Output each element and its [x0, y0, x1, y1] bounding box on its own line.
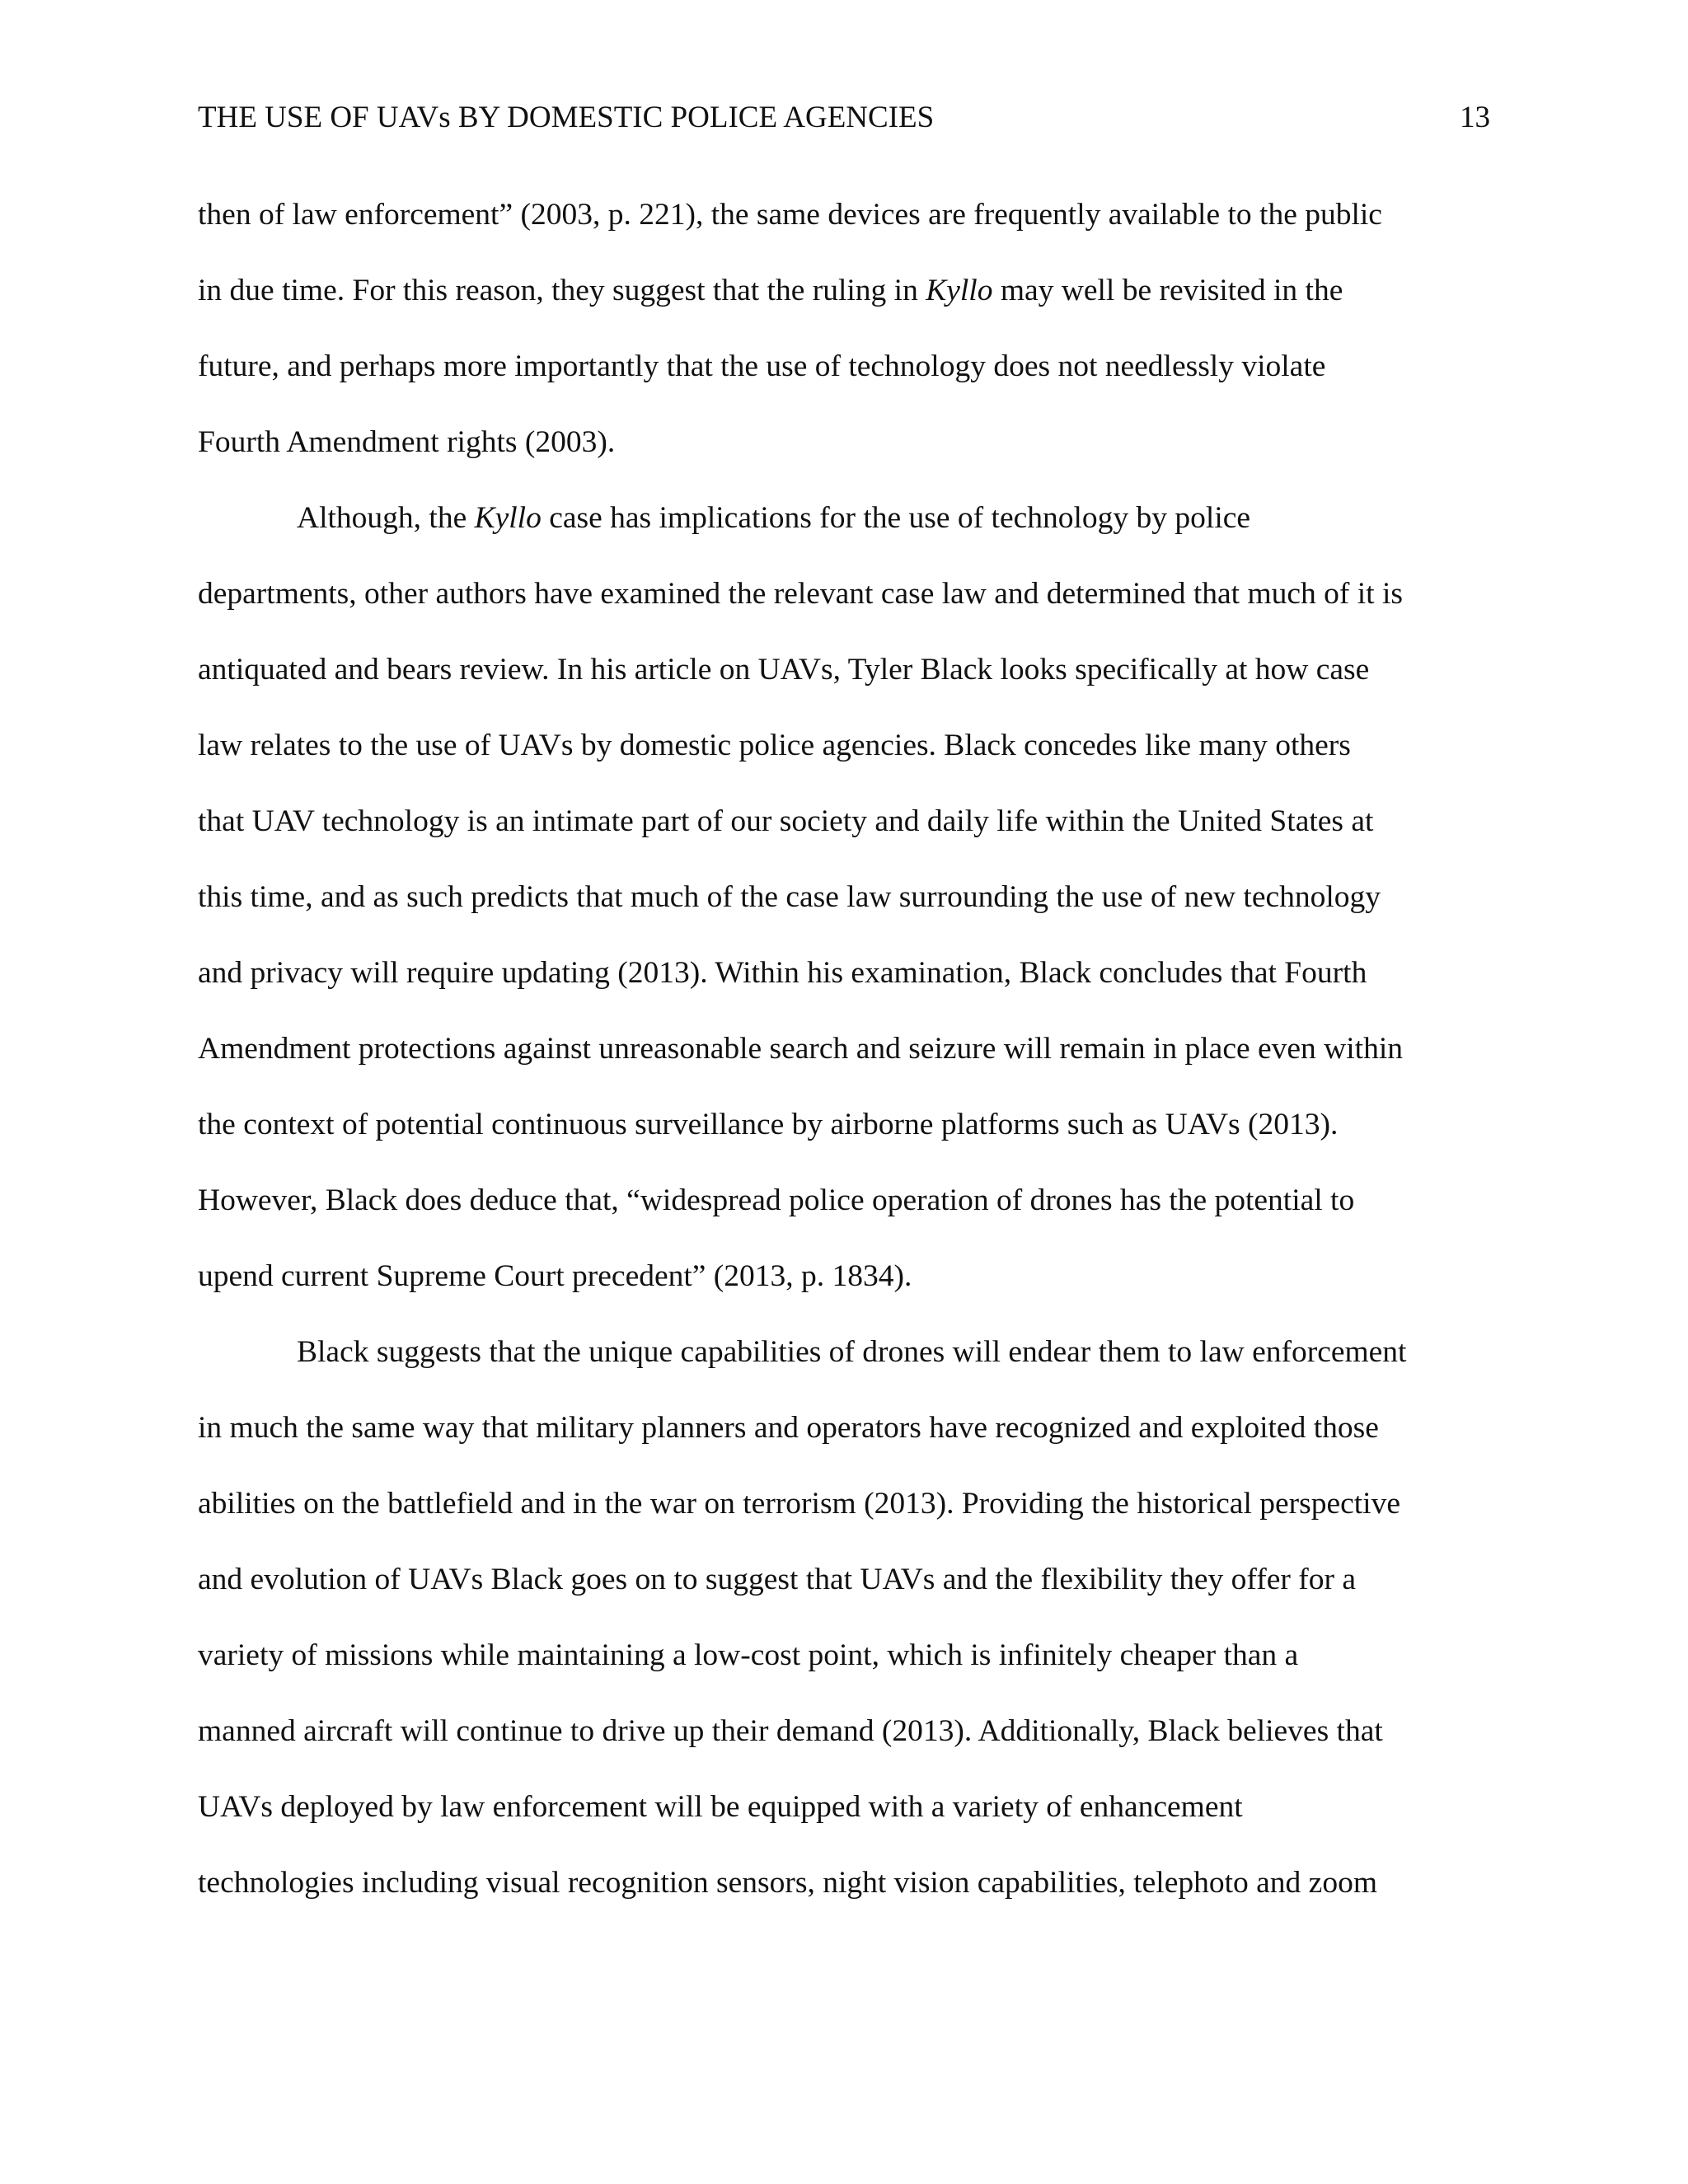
line-text: and privacy will require updating (2013). Within his examination, Black concludes that Fourth — [198, 956, 1367, 990]
line-text: UAVs deployed by law enforcement will be equipped with a variety of enhancement — [198, 1790, 1243, 1824]
line-text: then of law enforcement” (2003, p. 221), the same devices are frequently available to the public — [198, 198, 1382, 232]
text-line — [198, 1711, 1492, 1787]
case-name-italic: Kyllo — [474, 501, 542, 535]
text-line — [198, 1256, 1492, 1332]
running-head — [198, 97, 1490, 138]
line-text: in due time. For this reason, they suggest that the ruling in — [198, 274, 926, 307]
line-text: future, and perhaps more importantly that the use of technology does not needlessly violate — [198, 349, 1326, 383]
line-text: in much the same way that military planners and operators have recognized and exploited those — [198, 1411, 1379, 1445]
line-text: law relates to the use of UAVs by domestic police agencies. Black concedes like many others — [198, 729, 1351, 762]
line-text: abilities on the battlefield and in the war on terrorism (2013). Providing the historical perspective — [198, 1487, 1400, 1521]
text-line — [198, 725, 1492, 801]
paragraph-first-line — [198, 498, 1492, 574]
line-text: variety of missions while maintaining a low-cost point, which is infinitely cheaper than a — [198, 1638, 1299, 1672]
line-text: technologies including visual recognition sensors, night vision capabilities, telephoto and zoom — [198, 1866, 1377, 1900]
line-text: this time, and as such predicts that much of the case law surrounding the use of new technology — [198, 880, 1381, 914]
text-line — [198, 877, 1492, 953]
line-text: case has implications for the use of technology by police — [541, 501, 1251, 535]
text-line — [198, 1635, 1492, 1711]
text-line — [198, 346, 1492, 422]
text-line — [198, 1787, 1492, 1863]
line-text: departments, other authors have examined the relevant case law and determined that much of it is — [198, 577, 1403, 611]
line-text: Although, the — [297, 501, 475, 535]
text-line — [198, 1408, 1492, 1483]
text-line — [198, 422, 1492, 498]
line-text: Black suggests that the unique capabilities of drones will endear them to law enforcement — [297, 1335, 1407, 1369]
text-line — [198, 1559, 1492, 1635]
text-line — [198, 270, 1492, 346]
paragraph-first-line — [198, 1332, 1492, 1408]
text-line — [198, 649, 1492, 725]
text-line — [198, 1104, 1492, 1180]
line-text: the context of potential continuous surveillance by airborne platforms such as UAVs (2013). — [198, 1108, 1339, 1141]
text-line — [198, 801, 1492, 877]
body-text — [198, 194, 1492, 1938]
line-text: However, Black does deduce that, “widespread police operation of drones has the potential to — [198, 1183, 1355, 1217]
line-text: antiquated and bears review. In his article on UAVs, Tyler Black looks specifically at how case — [198, 653, 1370, 687]
page-number: 13 — [1460, 101, 1490, 134]
line-text: that UAV technology is an intimate part of our society and daily life within the United States at — [198, 804, 1374, 838]
text-line — [198, 1863, 1492, 1938]
text-line — [198, 1180, 1492, 1256]
line-text: Fourth Amendment rights (2003). — [198, 425, 616, 459]
line-text: Amendment protections against unreasonable search and seizure will remain in place even within — [198, 1032, 1403, 1066]
text-line — [198, 1483, 1492, 1559]
line-text: may well be revisited in the — [992, 274, 1343, 307]
line-text: and evolution of UAVs Black goes on to suggest that UAVs and the flexibility they offer for a — [198, 1563, 1356, 1596]
running-head-title: THE USE OF UAVs BY DOMESTIC POLICE AGENCIES — [198, 101, 935, 134]
text-line — [198, 953, 1492, 1029]
line-text: manned aircraft will continue to drive up their demand (2013). Additionally, Black believes that — [198, 1714, 1383, 1748]
line-text: upend current Supreme Court precedent” (2013, p. 1834). — [198, 1259, 912, 1293]
case-name-italic: Kyllo — [926, 274, 993, 307]
text-line — [198, 1029, 1492, 1104]
text-line — [198, 194, 1492, 270]
text-line — [198, 574, 1492, 649]
